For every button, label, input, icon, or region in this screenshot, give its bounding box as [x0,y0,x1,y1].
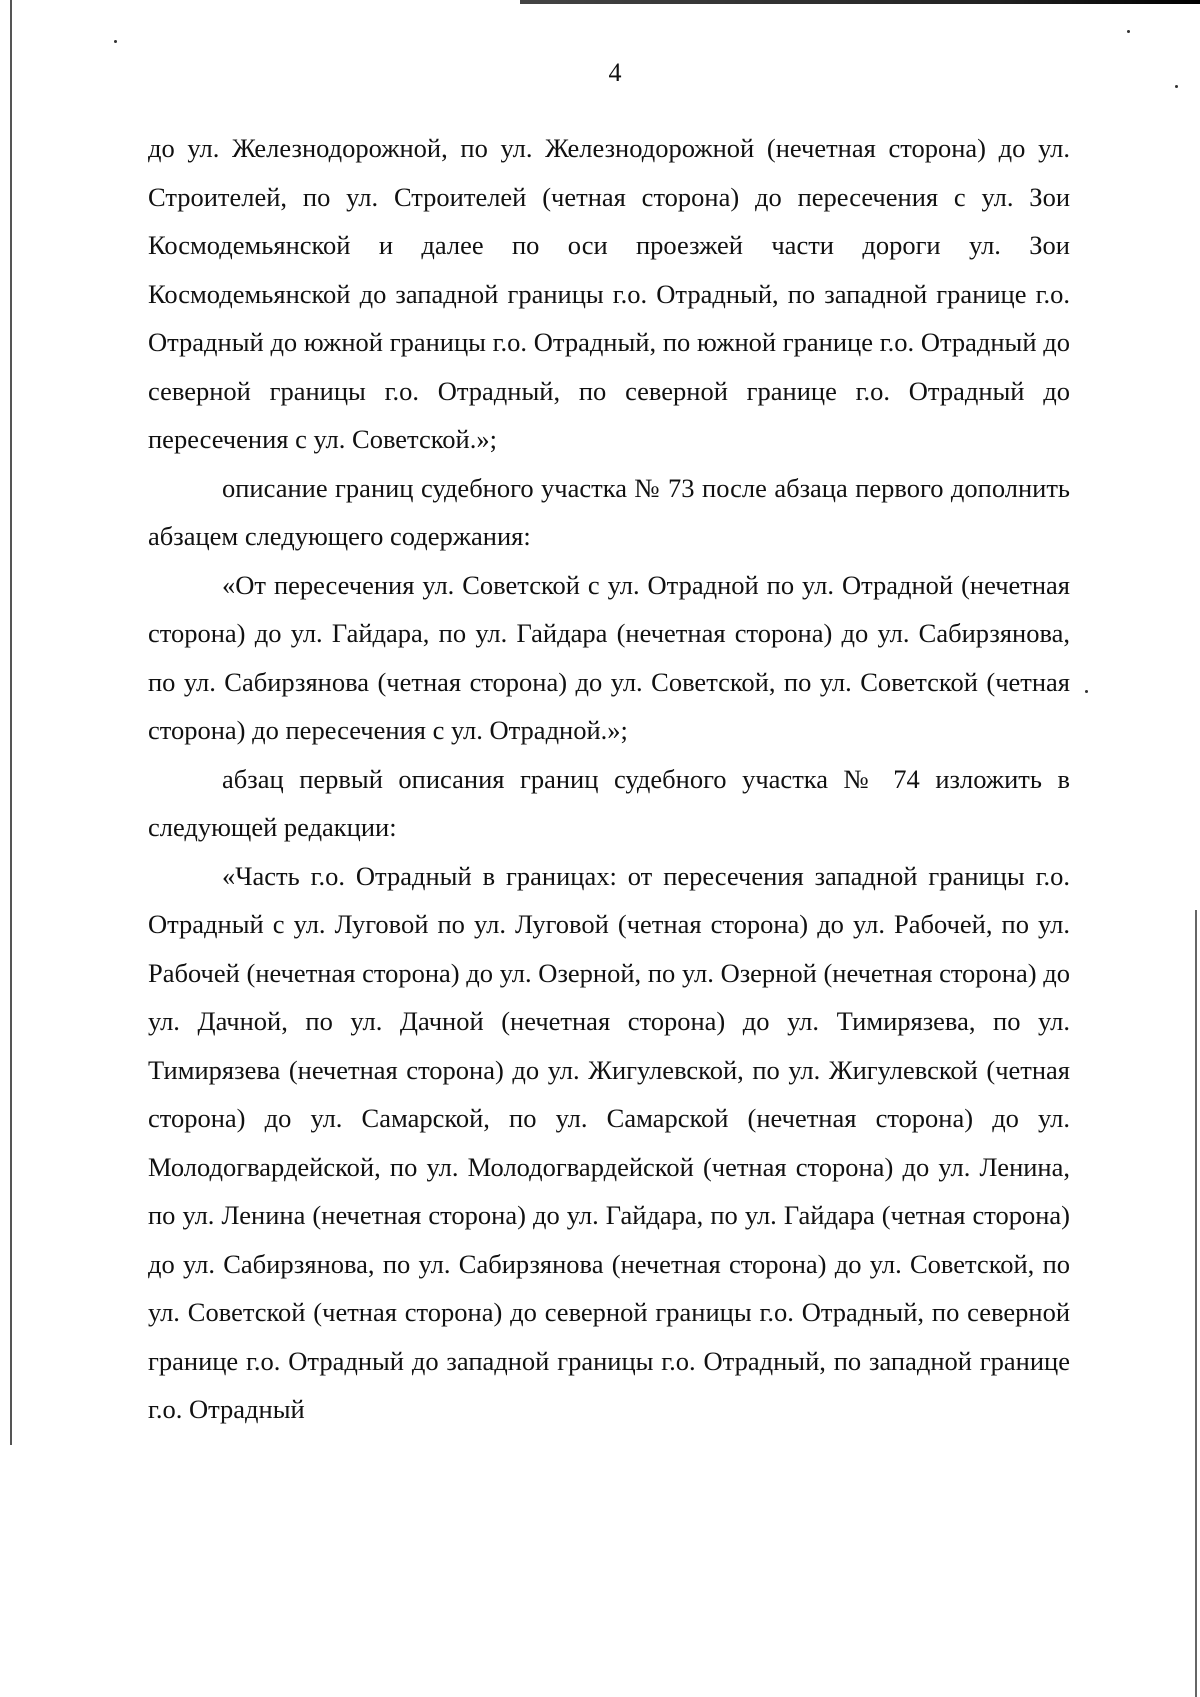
scan-border-top [520,0,1200,4]
document-body [148,124,1070,1434]
paragraph-boundary-74: «Часть г.о. Отрадный в границах: от пересечения западной границы г.о. Отрадный с ул. Луговой по ул. Луговой (четная сторона) до ул. Рабочей, по ул. Рабочей (нечетная сторона) до ул. Озерной, по ул. Озерной (нечетная сторона) до ул. Дачной, по ул. Дачной (нечетная сторона) до ул. Тимирязева, по ул. Тимирязева (нечетная сторона) до ул. Жигулевской, по ул. Жигулевской (четная сторона) до ул. Самарской, по ул. Самарской (нечетная сторона) до ул. Молодогвардейской, по ул. Молодогвардейской (четная сторона) до ул. Ленина, по ул. Ленина (нечетная сторона) до ул. Гайдара, по ул. Гайдара (четная сторона) до ул. Сабирзянова, по ул. Сабирзянова (нечетная сторона) до ул. Советской, по ул. Советской (четная сторона) до северной границы г.о. Отрадный, по северной границе г.о. Отрадный до западной границы г.о. Отрадный, по западной границе г.о. Отрадный [148,860,1070,1424]
paragraph-amendment-74: абзац первый описания границ судебного участка № 74 изложить в следующей редакции: [148,763,1070,842]
scan-speck [114,40,117,43]
paragraph-continuation: до ул. Железнодорожной, по ул. Железнодорожной (нечетная сторона) до ул. Строителей, по ул. Строителей (четная сторона) до пересечения с ул. Зои Космодемьянской и далее по оси проезжей части дороги ул. Зои Космодемьянской до западной границы г.о. Отрадный, по западной границе г.о. Отрадный до южной границы г.о. Отрадный, по южной границе г.о. Отрадный до северной границы г.о. Отрадный, по северной границе г.о. Отрадный до пересечения с ул. Советской.»; [148,133,1070,454]
paragraph-boundary-73: «От пересечения ул. Советской с ул. Отрадной по ул. Отрадной (нечетная сторона) до ул. Гайдара, по ул. Гайдара (нечетная сторона) до ул. Сабирзянова, по ул. Сабирзянова (четная сторона) до ул. Советской, по ул. Советской (четная сторона) до пересечения с ул. Отрадной.»; [148,569,1070,745]
page-number: 4 [608,58,622,87]
scan-border-right [1195,910,1197,1697]
scan-speck [1127,30,1130,33]
scan-speck [1085,690,1088,693]
scan-border-left [10,0,12,1445]
paragraph-amendment-73: описание границ судебного участка № 73 после абзаца первого дополнить абзацем следующего содержания: [148,472,1070,551]
